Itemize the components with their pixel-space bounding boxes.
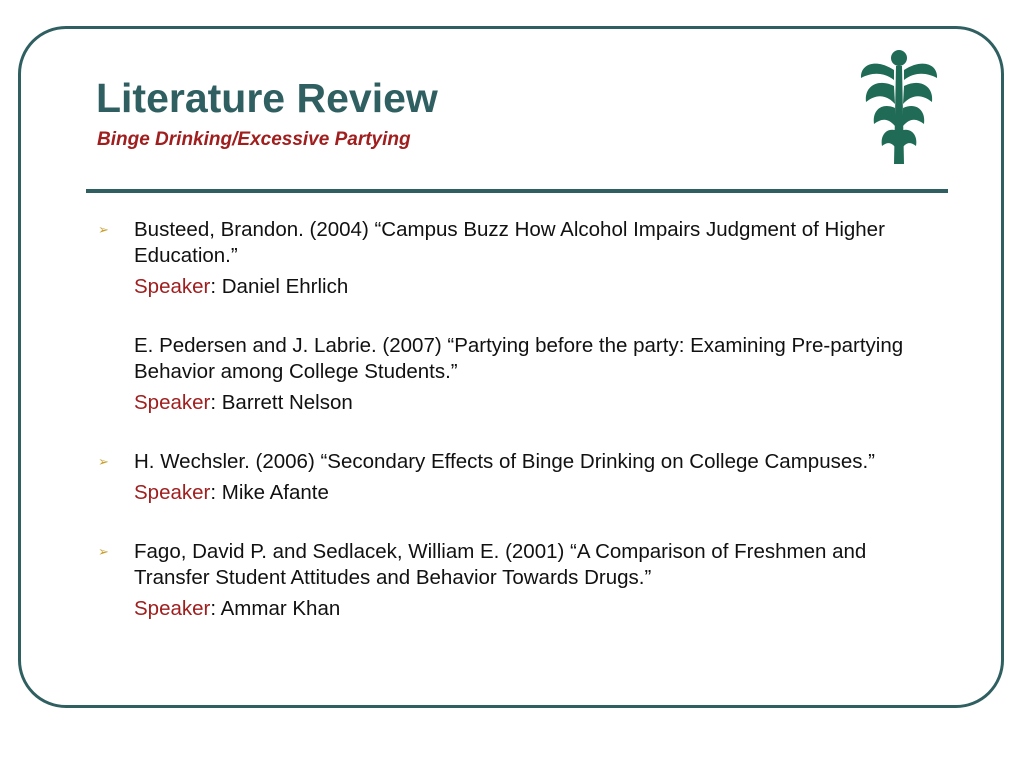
speaker-name: : Mike Afante [210, 481, 329, 504]
speaker-name: : Daniel Ehrlich [210, 275, 349, 298]
speaker-label: Speaker [134, 597, 211, 620]
citation-text: Fago, David P. and Sedlacek, William E. (2001) “A Comparison of Freshmen and Transfer Student Attitudes and Behavior Towards Drugs.” [134, 540, 867, 589]
list-item [96, 539, 946, 622]
arrow-bullet-icon: ➢ [98, 454, 109, 469]
arrow-bullet-icon: ➢ [98, 544, 109, 559]
citation-text: Busteed, Brandon. (2004) “Campus Buzz How Alcohol Impairs Judgment of Higher Education.” [134, 218, 885, 267]
list-item [96, 217, 946, 300]
list-item [96, 449, 946, 506]
speaker-label: Speaker [134, 481, 211, 504]
speaker-label: Speaker [134, 391, 211, 414]
speaker-line [134, 274, 946, 300]
speaker-name: : Barrett Nelson [210, 391, 353, 414]
speaker-line [134, 480, 946, 506]
leaf-figure-logo-icon [858, 48, 940, 166]
speaker-label: Speaker [134, 275, 211, 298]
citation-text: H. Wechsler. (2006) “Secondary Effects of Binge Drinking on College Campuses.” [134, 450, 876, 473]
reference-list [96, 217, 946, 622]
speaker-line [134, 390, 946, 416]
arrow-bullet-icon: ➢ [98, 222, 109, 237]
slide-subtitle: Binge Drinking/Excessive Partying [97, 129, 411, 150]
speaker-name: : Ammar Khan [210, 597, 341, 620]
list-item [96, 333, 946, 416]
citation-text: E. Pedersen and J. Labrie. (2007) “Partying before the party: Examining Pre-partying Behavior among College Students.” [134, 334, 904, 383]
title-divider [86, 189, 948, 193]
slide-title: Literature Review [96, 75, 438, 121]
speaker-line [134, 596, 946, 622]
